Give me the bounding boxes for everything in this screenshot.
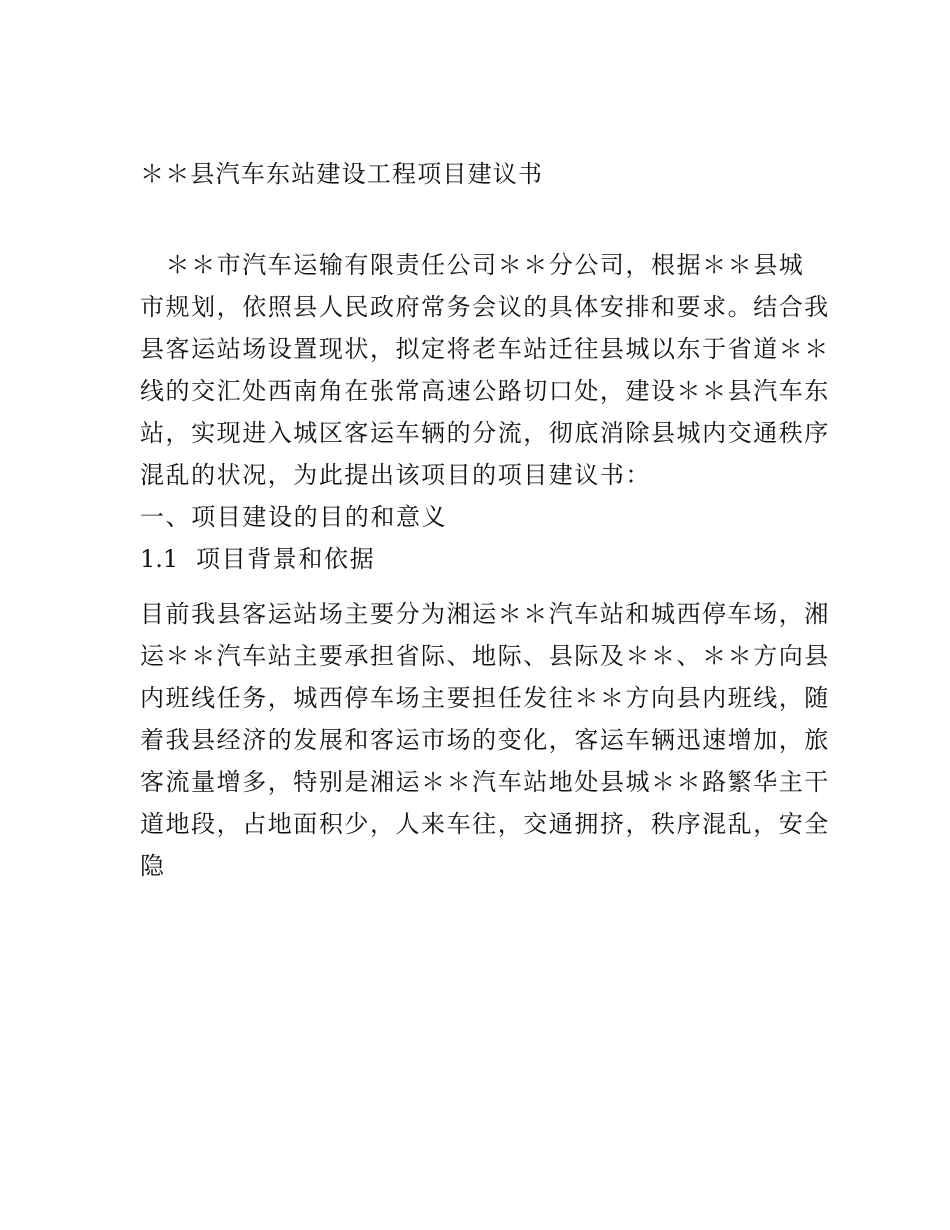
intro-line: 县客运站场设置现状，拟定将老车站迁往县城以东于省道＊＊	[140, 335, 830, 363]
body-line: 着我县经济的发展和客运市场的变化，客运车辆迅速增加，旅	[140, 726, 830, 754]
body-line: 目前我县客运站场主要分为湘运＊＊汽车站和城西停车场，湘	[140, 600, 830, 628]
intro-line: 站，实现进入城区客运车辆的分流，彻底消除县城内交通秩序	[140, 419, 830, 447]
body-line: 道地段，占地面积少，人来车往，交通拥挤，秩序混乱，安全	[140, 810, 830, 838]
section-heading-1-1	[140, 544, 820, 574]
intro-line: 线的交汇处西南角在张常高速公路切口处，建设＊＊县汽车东	[140, 377, 830, 405]
document-title: ＊＊县汽车东站建设工程项目建议书	[140, 160, 544, 188]
section-heading-text: 项目背景和依据	[196, 545, 376, 573]
background-paragraph	[140, 593, 830, 887]
body-line: 内班线任务，城西停车场主要担任发往＊＊方向县内班线，随	[140, 684, 830, 712]
intro-line: 市规划，依照县人民政府常务会议的具体安排和要求。结合我	[140, 293, 830, 321]
body-line: 运＊＊汽车站主要承担省际、地际、县际及＊＊、＊＊方向县	[140, 642, 830, 670]
section-number: 1.1	[140, 545, 179, 573]
intro-line: 混乱的状况，为此提出该项目的项目建议书：	[140, 461, 651, 489]
intro-line: ＊＊市汽车运输有限责任公司＊＊分公司，根据＊＊县城	[140, 251, 805, 279]
body-line: 客流量增多，特别是湘运＊＊汽车站地处县城＊＊路繁华主干	[140, 768, 830, 796]
intro-paragraph	[140, 244, 830, 496]
section-heading-1: 一、项目建设的目的和意义	[140, 503, 448, 531]
body-line: 隐	[140, 852, 166, 880]
